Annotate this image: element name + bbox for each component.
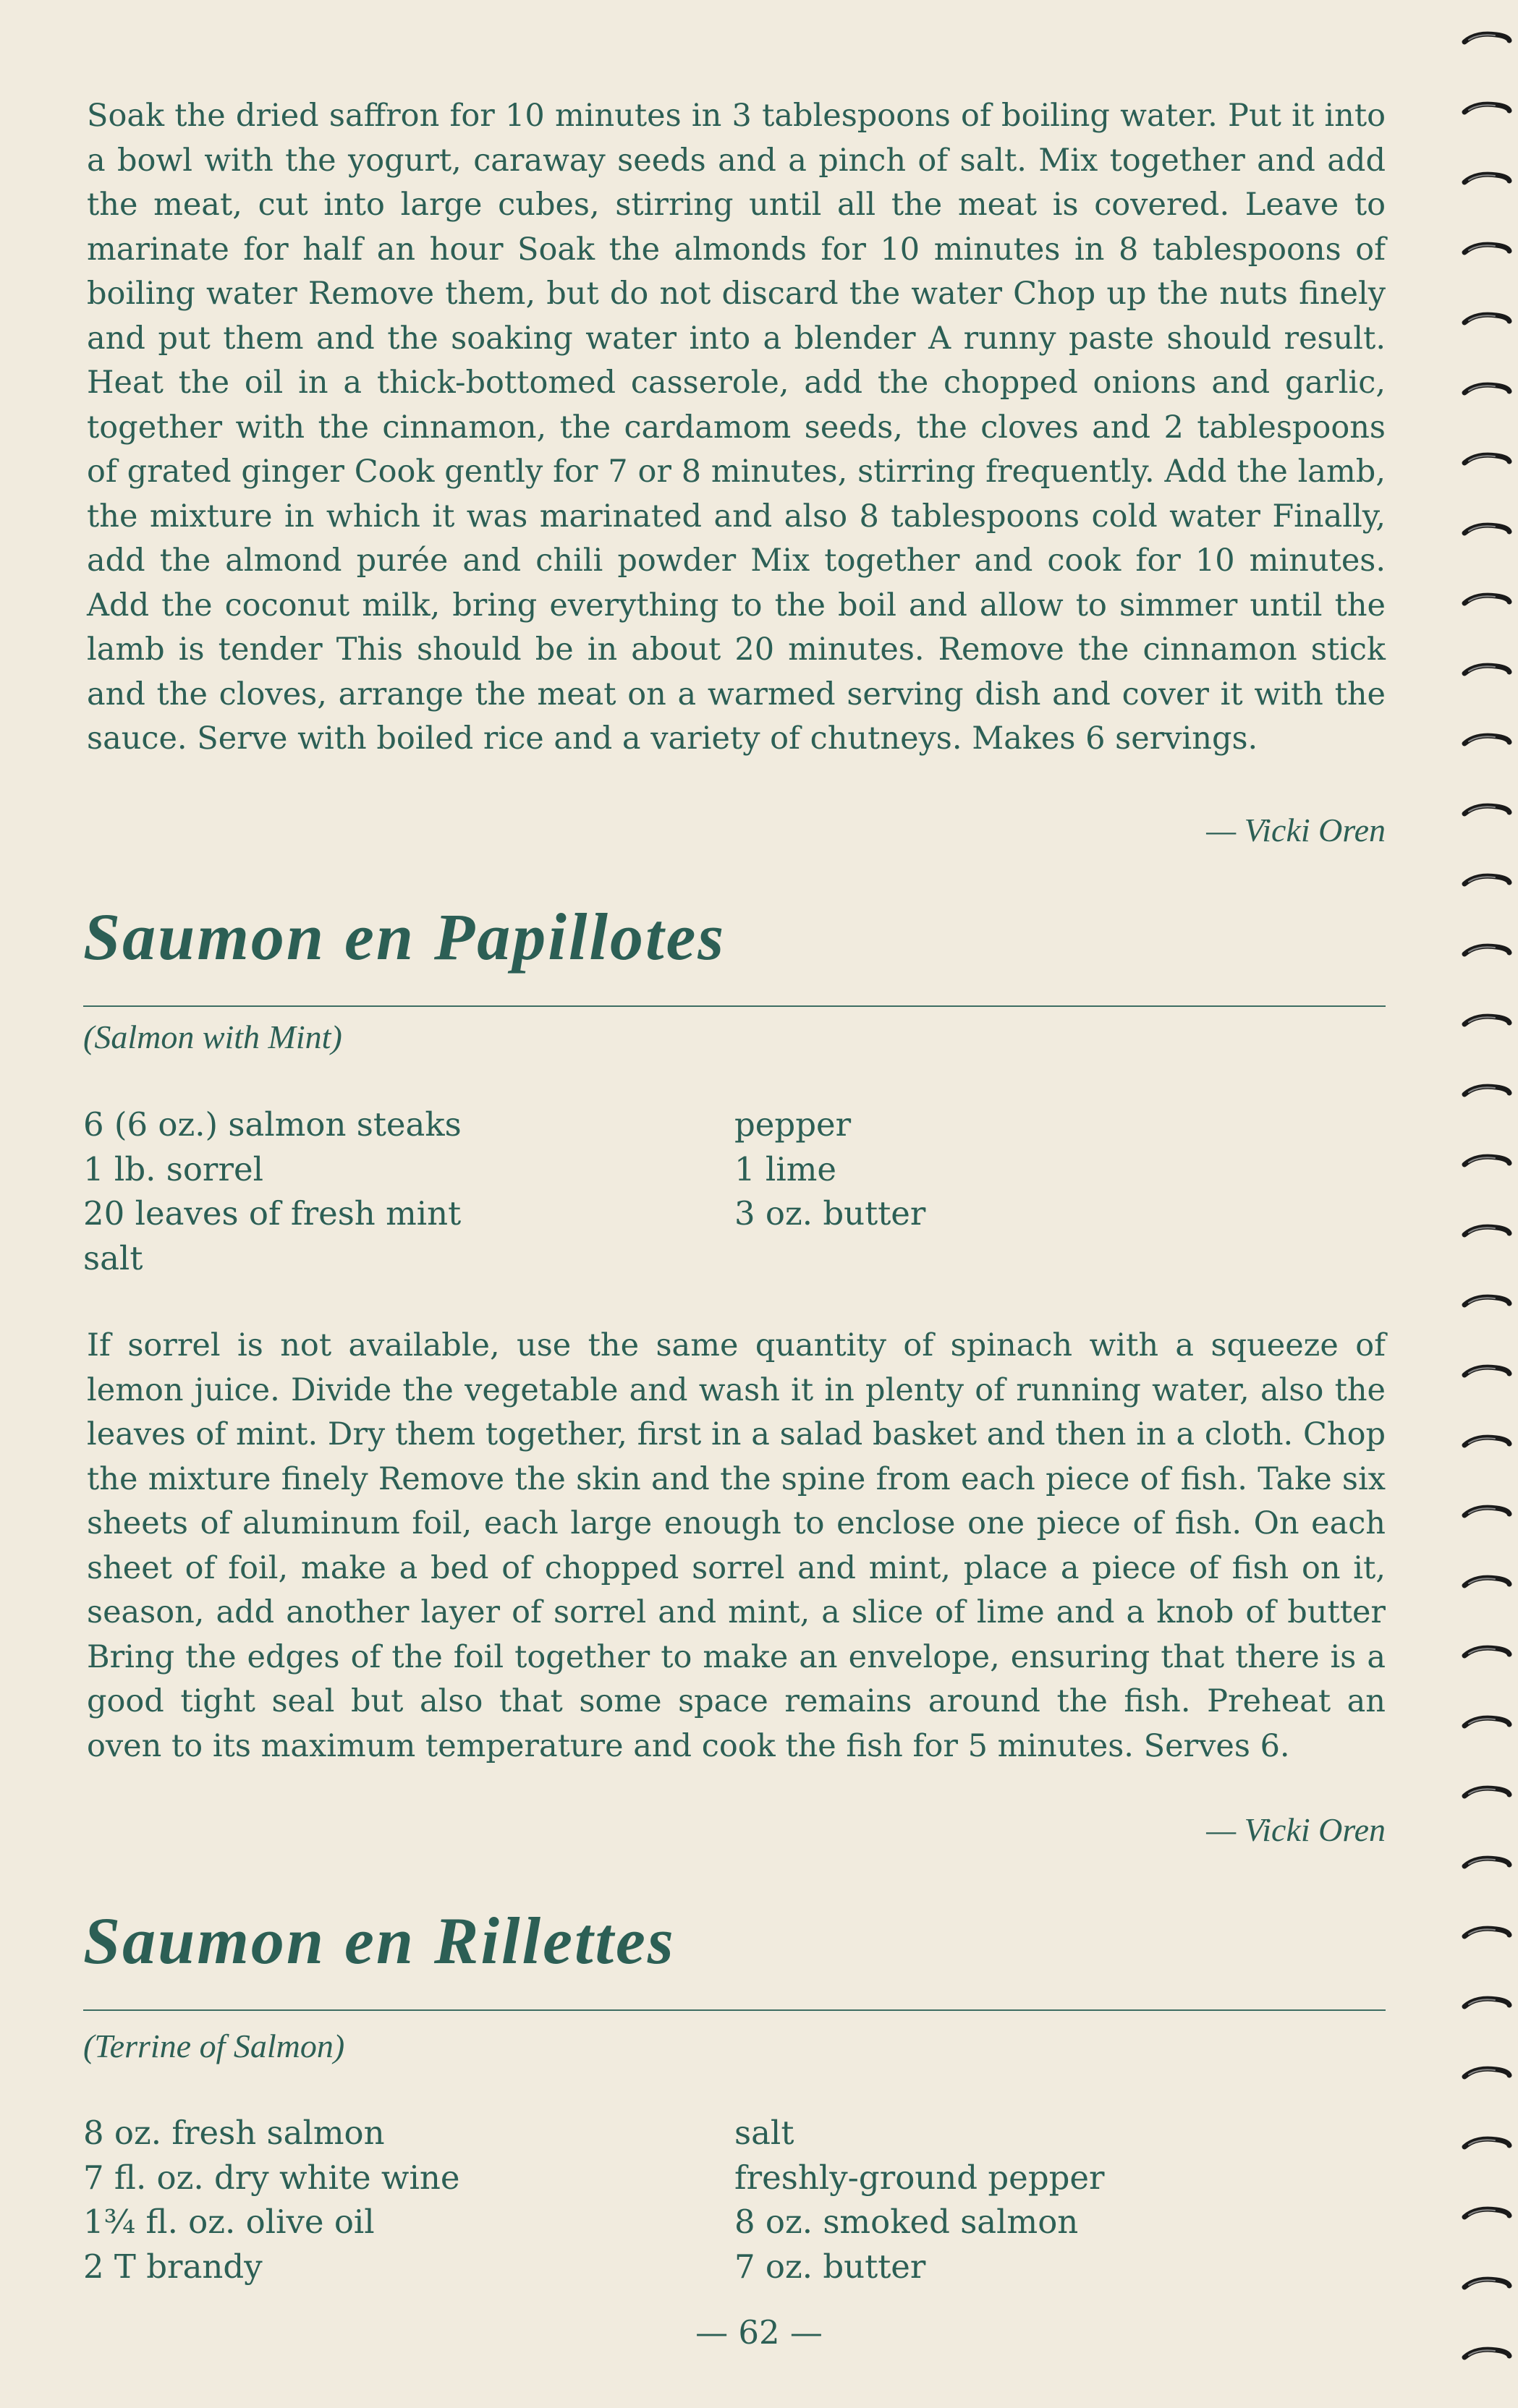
spiral-coil xyxy=(1462,2134,1512,2151)
spiral-coil xyxy=(1462,871,1512,888)
ingredient-item: 7 fl. oz. dry white wine xyxy=(83,2158,460,2197)
spiral-coil xyxy=(1462,1713,1512,1730)
spiral-coil xyxy=(1462,239,1512,257)
ingredient-item: 8 oz. smoked salmon xyxy=(734,2203,1079,2241)
spiral-coil xyxy=(1462,1783,1512,1800)
spiral-coil xyxy=(1462,1432,1512,1450)
spiral-coil xyxy=(1462,801,1512,818)
spiral-coil xyxy=(1462,2344,1512,2362)
spiral-coil xyxy=(1462,1853,1512,1871)
ingredient-item: 1 lime xyxy=(734,1149,837,1188)
ingredient-item: 8 oz. fresh salmon xyxy=(83,2114,385,2152)
spiral-coil xyxy=(1462,450,1512,467)
ingredient-item: 1¾ fl. oz. olive oil xyxy=(83,2203,375,2241)
spiral-binding xyxy=(1454,22,1518,2394)
title-rule xyxy=(83,1005,1386,1007)
ingredient-item: 6 (6 oz.) salmon steaks xyxy=(83,1105,462,1144)
spiral-coil xyxy=(1462,1081,1512,1099)
intro-attribution: — Vicki Oren xyxy=(1206,812,1386,848)
recipe-subtitle-rillettes: (Terrine of Salmon) xyxy=(83,2028,345,2064)
spiral-coil xyxy=(1462,1362,1512,1379)
spiral-coil xyxy=(1462,941,1512,958)
spiral-coil xyxy=(1462,520,1512,537)
ingredient-list-papillotes xyxy=(83,1102,1169,1280)
page-number: — 62 — xyxy=(695,2313,823,2352)
spiral-coil xyxy=(1462,1011,1512,1029)
spiral-coil xyxy=(1462,2064,1512,2081)
spiral-coil xyxy=(1462,169,1512,187)
recipe-subtitle-papillotes: (Salmon with Mint) xyxy=(83,1018,342,1055)
recipe-instructions-papillotes: If sorrel is not available, use the same quantity of spinach with a squeeze of lemon juice. Divide the vegetable and wash it in plenty of running water, also the leaves of mint. Dry them together, first in a salad basket and then in a cloth. Chop the mixture finely Remove the skin and the spine from each piece of fish. Take six sheets of aluminum foil, each large enough to enclose one piece of fish. On each sheet of foil, make a bed of chopped sorrel and mint, place a piece of fish on it, season, add another layer of sorrel and mint, a slice of lime and a knob of butter Bring the edges of the foil together to make an envelope, ensuring that there is a good tight seal but also that some space remains around the fish. Preheat an oven to its maximum temperature and cook the fish for 5 minutes. Serves 6. xyxy=(87,1327,1386,1764)
spiral-coil xyxy=(1462,1923,1512,1941)
ingredient-item: freshly-ground pepper xyxy=(734,2158,1105,2197)
spiral-coil xyxy=(1462,2204,1512,2221)
ingredient-list-rillettes xyxy=(83,2111,1169,2289)
spiral-coil xyxy=(1462,310,1512,327)
spiral-coil xyxy=(1462,1222,1512,1239)
spiral-coil xyxy=(1462,29,1512,46)
ingredient-item: 1 lb. sorrel xyxy=(83,1149,263,1188)
spiral-coil xyxy=(1462,380,1512,397)
spiral-coil xyxy=(1462,660,1512,678)
spiral-coil xyxy=(1462,99,1512,116)
spiral-coil xyxy=(1462,1994,1512,2011)
spiral-coil xyxy=(1462,1152,1512,1169)
spiral-coil xyxy=(1462,1643,1512,1660)
title-rule xyxy=(83,2009,1386,2011)
spiral-coil xyxy=(1462,2274,1512,2292)
intro-paragraph: Soak the dried saffron for 10 minutes in 3 tablespoons of boiling water. Put it into a bowl with the yogurt, caraway seeds and a pinch of salt. Mix together and add the meat, cut into large cubes, stirring until all the meat is covered. Leave to marinate for half an hour Soak the almonds for 10 minutes in 8 tablespoons of boiling water Remove them, but do not discard the water Chop up the nuts finely and put them and the soaking water into a blender A runny paste should result. Heat the oil in a thick-bottomed casserole, add the chopped onions and garlic, together with the cinnamon, the cardamom seeds, the cloves and 2 tablespoons of grated ginger Cook gently for 7 or 8 minutes, stirring frequently. Add the lamb, the mixture in which it was marinated and also 8 tablespoons cold water Finally, add the almond purée and chili powder Mix together and cook for 10 minutes. Add the coconut milk, bring everything to the boil and allow to simmer until the lamb is tender This should be in about 20 minutes. Remove the cinnamon stick and the cloves, arrange the meat on a warmed serving dish and cover it with the sauce. Serve with boiled rice and a variety of chutneys. Makes 6 servings. xyxy=(87,98,1386,757)
ingredient-item: 20 leaves of fresh mint xyxy=(83,1194,462,1233)
recipe-title-rillettes: Saumon en Rillettes xyxy=(83,1904,676,1978)
spiral-coil xyxy=(1462,1292,1512,1309)
ingredient-item: pepper xyxy=(734,1105,852,1144)
spiral-coil xyxy=(1462,731,1512,748)
ingredient-item: salt xyxy=(734,2114,794,2152)
spiral-coil xyxy=(1462,590,1512,608)
ingredient-item: salt xyxy=(83,1238,143,1277)
spiral-coil xyxy=(1462,1573,1512,1590)
ingredient-item: 2 T brandy xyxy=(83,2247,263,2286)
spiral-coil xyxy=(1462,1502,1512,1520)
ingredient-item: 3 oz. butter xyxy=(734,1194,926,1233)
recipe-title-papillotes: Saumon en Papillotes xyxy=(83,900,726,974)
recipe-attribution-papillotes: — Vicki Oren xyxy=(1206,1811,1386,1848)
ingredient-item: 7 oz. butter xyxy=(734,2247,926,2286)
